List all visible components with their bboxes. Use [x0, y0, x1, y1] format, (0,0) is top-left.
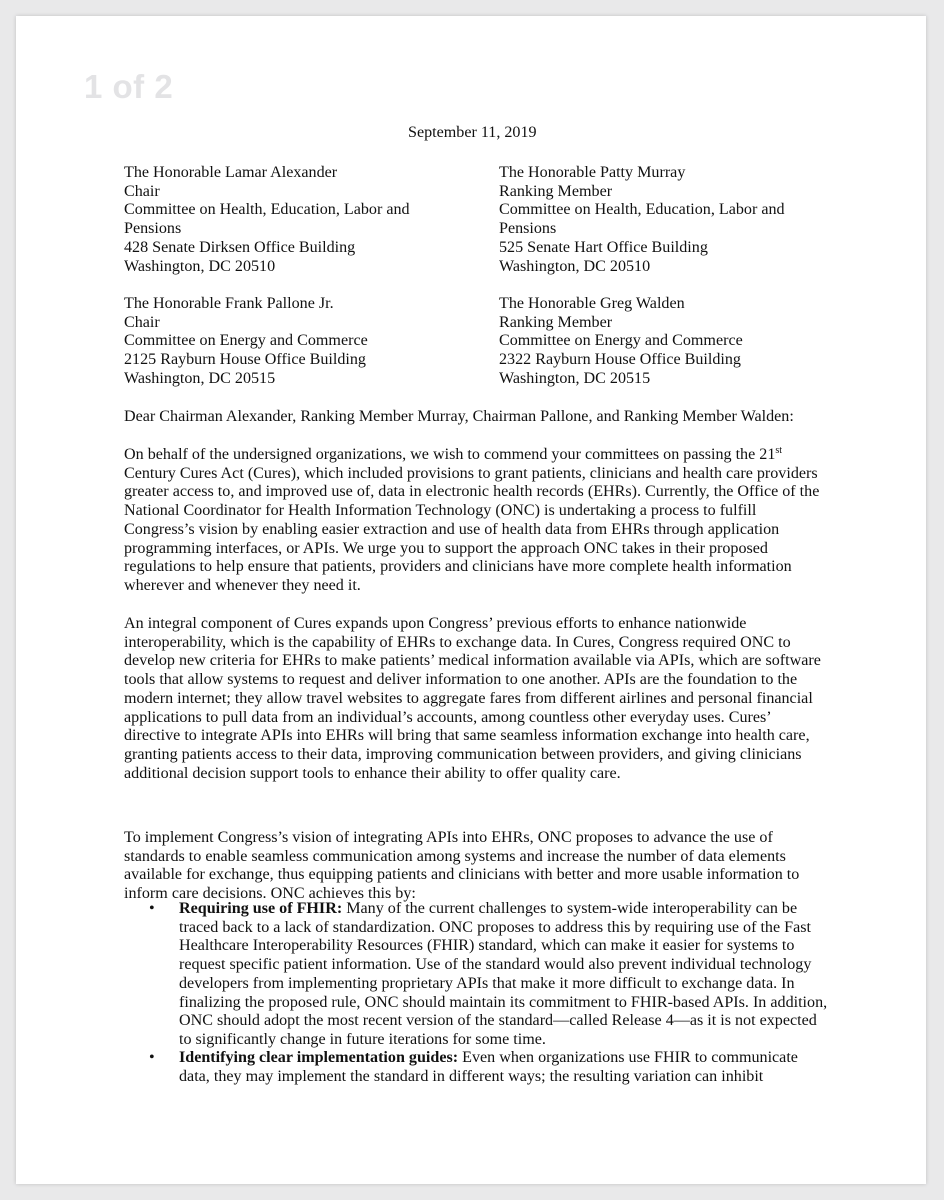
- paragraph-intro: [124, 446, 824, 596]
- bullet-text: Many of the current challenges to system-wide interoperability can be traced back to a lack of standardization. ONC proposes to address this by requiring use of the Fast Healthcare Interoperability Resources (FHIR) standard, which can make it easier for systems to request specific patient information. Use of the standard would also prevent individual technology developers from implementing proprietary APIs that make it more difficult to exchange data. In finalizing the proposed rule, ONC should maintain its commitment to FHIR-based APIs. In addition, ONC should adopt the most recent version of the standard—called Release 4—as it is not expected to significantly change in future iterations for some time.: [179, 900, 828, 1048]
- addressee-line: The Honorable Lamar Alexander: [124, 164, 338, 181]
- addressee-line: Pensions: [124, 220, 182, 238]
- addressee-line: Pensions: [499, 220, 557, 238]
- addressee-line: The Honorable Frank Pallone Jr.: [124, 295, 334, 312]
- addressee-line: The Honorable Greg Walden: [499, 295, 685, 312]
- addressee-block: [499, 164, 785, 276]
- addressee-line: Committee on Health, Education, Labor and: [499, 201, 785, 219]
- addressee-line: 2322 Rayburn House Office Building: [499, 351, 741, 369]
- addressee-line: 2125 Rayburn House Office Building: [124, 351, 366, 369]
- bullet-icon: •: [149, 1049, 155, 1066]
- addressee-block: [499, 295, 743, 389]
- paragraph-interoperability: An integral component of Cures expands upon Congress’ previous efforts to enhance nationwide interoperability, which is the capability of EHRs to exchange data. In Cures, Congress required ONC to develop new criteria for EHRs to make patients’ medical information available via APIs, which are software tools that allow systems to request and deliver information to one another. APIs are the foundation to the modern internet; they allow travel websites to aggregate fares from different airlines and personal financial applications to pull data from an individual’s accounts, among countless other everyday uses. Cures’ directive to integrate APIs into EHRs will bring that same seamless information exchange into health care, granting patients access to their data, improving communication between providers, and giving clinicians additional decision support tools to enhance their ability to offer quality care.: [124, 615, 821, 782]
- salutation: Dear Chairman Alexander, Ranking Member Murray, Chairman Pallone, and Ranking Member Walden:: [124, 408, 794, 425]
- page-indicator: 1 of 2: [84, 68, 174, 105]
- addressee-line: The Honorable Patty Murray: [499, 164, 686, 181]
- bullet-text: Even when organizations use FHIR to communicate data, they may implement the standard in different ways; the resulting variation can inhibit: [179, 1049, 798, 1085]
- addressee-line: Committee on Energy and Commerce: [499, 332, 743, 350]
- addressee-line: Ranking Member: [499, 313, 613, 331]
- paragraph-approach: To implement Congress’s vision of integrating APIs into EHRs, ONC proposes to advance the use of standards to enable seamless communication among systems and increase the number of data elements available for exchange, thus equipping patients and clinicians with better and more usable information to inform care decisions. ONC achieves this by:: [124, 829, 800, 903]
- paragraph-text: On behalf of the undersigned organizations, we wish to commend your committees on passing the 21: [124, 446, 776, 463]
- bullet-icon: •: [149, 900, 155, 917]
- addressee-line: Committee on Energy and Commerce: [124, 332, 368, 350]
- paragraph-text: Century Cures Act (Cures), which included provisions to grant patients, clinicians and health care providers greater access to, and improved use of, data in electronic health records (EHRs). Currently, the Office of the National Coordinator for Health Information Technology (ONC) is undertaking a process to fulfill Congress’s vision by enabling easier extraction and use of health data from EHRs through application programming interfaces, or APIs. We urge you to support the approach ONC takes in their proposed regulations to help ensure that patients, providers and clinicians have more complete health information wherever and whenever they need it.: [124, 464, 820, 594]
- addressee-line: Washington, DC 20515: [499, 369, 651, 387]
- letter-date: September 11, 2019: [408, 124, 537, 141]
- bullet-heading: Identifying clear implementation guides:: [179, 1049, 459, 1066]
- addressee-line: Chair: [124, 182, 160, 200]
- addressee-line: Washington, DC 20510: [499, 257, 651, 275]
- bullet-heading: Requiring use of FHIR:: [179, 900, 343, 917]
- addressee-line: Committee on Health, Education, Labor and: [124, 201, 410, 219]
- addressee-line: Washington, DC 20515: [124, 369, 276, 387]
- addressee-block: [124, 164, 410, 276]
- addressee-line: Chair: [124, 313, 160, 331]
- addressee-block: [124, 295, 368, 389]
- addressee-line: Washington, DC 20510: [124, 257, 276, 275]
- addressee-line: 525 Senate Hart Office Building: [499, 238, 708, 256]
- addressee-line: Ranking Member: [499, 182, 613, 200]
- addressee-line: 428 Senate Dirksen Office Building: [124, 238, 356, 256]
- superscript: st: [775, 445, 783, 456]
